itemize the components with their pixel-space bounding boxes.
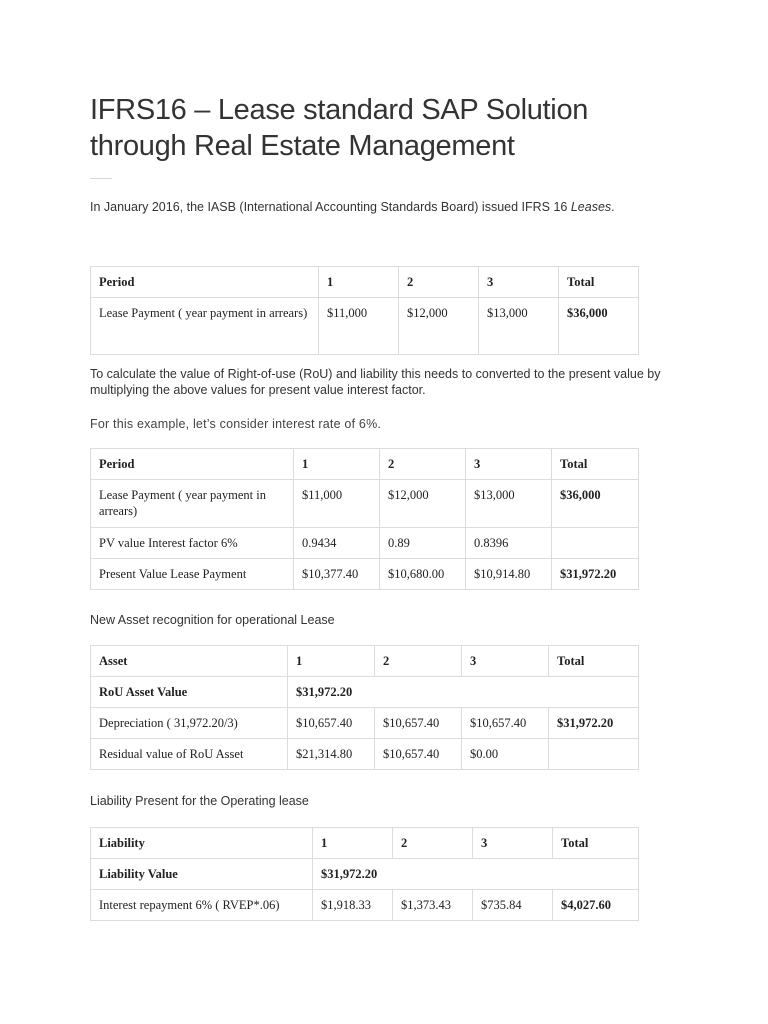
header-cell: 3: [466, 449, 552, 480]
header-cell: 1: [319, 267, 399, 298]
cell: $12,000: [380, 480, 466, 528]
header-cell: 3: [473, 828, 553, 859]
header-cell: 3: [479, 267, 559, 298]
row-label: Depreciation ( 31,972.20/3): [91, 708, 288, 739]
cell: 0.89: [380, 528, 466, 559]
cell: $735.84: [473, 890, 553, 921]
total-cell: $36,000: [559, 298, 639, 355]
cell: $13,000: [466, 480, 552, 528]
row-label: Liability Value: [91, 859, 313, 890]
row-label: Interest repayment 6% ( RVEP*.06): [91, 890, 313, 921]
header-cell: Total: [552, 449, 639, 480]
table-row: [91, 298, 639, 355]
cell: $11,000: [319, 298, 399, 355]
header-cell: 2: [380, 449, 466, 480]
cell: $0.00: [462, 739, 549, 770]
row-label: RoU Asset Value: [91, 677, 288, 708]
cell: $1,918.33: [313, 890, 393, 921]
row-label: PV value Interest factor 6%: [91, 528, 294, 559]
header-cell: Total: [553, 828, 639, 859]
cell: $10,680.00: [380, 559, 466, 590]
header-cell: 3: [462, 646, 549, 677]
page-title: IFRS16 – Lease standard SAP Solution through Real Estate Management: [90, 94, 589, 162]
table-row: [91, 528, 639, 559]
header-cell: 2: [399, 267, 479, 298]
table-header-row: [91, 646, 639, 677]
cell: $10,657.40: [462, 708, 549, 739]
cell: $10,657.40: [375, 708, 462, 739]
intro-text: In January 2016, the IASB (International Accounting Standards Board) issued IFRS 16: [90, 200, 571, 214]
interest-rate-paragraph: For this example, let’s consider interest rate of 6%.: [90, 417, 382, 431]
table-row: [91, 559, 639, 590]
cell: $11,000: [294, 480, 380, 528]
row-label: Present Value Lease Payment: [91, 559, 294, 590]
row-label: Residual value of RoU Asset: [91, 739, 288, 770]
total-cell: $4,027.60: [553, 890, 639, 921]
lease-payment-table: [90, 266, 639, 355]
table-row: [91, 890, 639, 921]
table-header-row: [91, 267, 639, 298]
rou-value-cell: $31,972.20: [288, 677, 639, 708]
present-value-paragraph: To calculate the value of Right-of-use (RoU) and liability this needs to converted to the present value by multiplying the above values for present value interest factor.: [90, 367, 661, 397]
table-header-row: [91, 828, 639, 859]
header-cell: 1: [288, 646, 375, 677]
header-cell: 2: [375, 646, 462, 677]
table-row: [91, 739, 639, 770]
intro-period: .: [611, 200, 615, 214]
header-cell: Asset: [91, 646, 288, 677]
header-cell: Liability: [91, 828, 313, 859]
row-label: Lease Payment ( year payment in arrears): [91, 298, 319, 355]
present-value-table: [90, 448, 639, 590]
title-separator: [90, 178, 112, 179]
cell: $10,657.40: [375, 739, 462, 770]
header-cell: Period: [91, 449, 294, 480]
total-cell: [552, 528, 639, 559]
cell: $10,657.40: [288, 708, 375, 739]
cell: $10,914.80: [466, 559, 552, 590]
asset-table: [90, 645, 639, 770]
cell: $12,000: [399, 298, 479, 355]
cell: 0.9434: [294, 528, 380, 559]
cell: $21,314.80: [288, 739, 375, 770]
intro-italic: Leases: [570, 200, 612, 214]
cell: $13,000: [479, 298, 559, 355]
cell: 0.8396: [466, 528, 552, 559]
total-cell: $31,972.20: [549, 708, 639, 739]
liability-table: [90, 827, 639, 921]
header-cell: Period: [91, 267, 319, 298]
table-row: [91, 677, 639, 708]
header-cell: Total: [549, 646, 639, 677]
liability-paragraph: Liability Present for the Operating lease: [90, 794, 309, 808]
table-row: [91, 708, 639, 739]
total-cell: $31,972.20: [552, 559, 639, 590]
total-cell: $36,000: [552, 480, 639, 528]
liability-value-cell: $31,972.20: [313, 859, 639, 890]
intro-paragraph: [90, 199, 690, 215]
header-cell: 1: [313, 828, 393, 859]
total-cell: [549, 739, 639, 770]
table-header-row: [91, 449, 639, 480]
table-row: [91, 480, 639, 528]
cell: $1,373.43: [393, 890, 473, 921]
asset-recognition-paragraph: New Asset recognition for operational Lease: [90, 613, 335, 627]
table-row: [91, 859, 639, 890]
row-label: Lease Payment ( year payment in arrears): [91, 480, 294, 528]
header-cell: Total: [559, 267, 639, 298]
header-cell: 2: [393, 828, 473, 859]
header-cell: 1: [294, 449, 380, 480]
cell: $10,377.40: [294, 559, 380, 590]
